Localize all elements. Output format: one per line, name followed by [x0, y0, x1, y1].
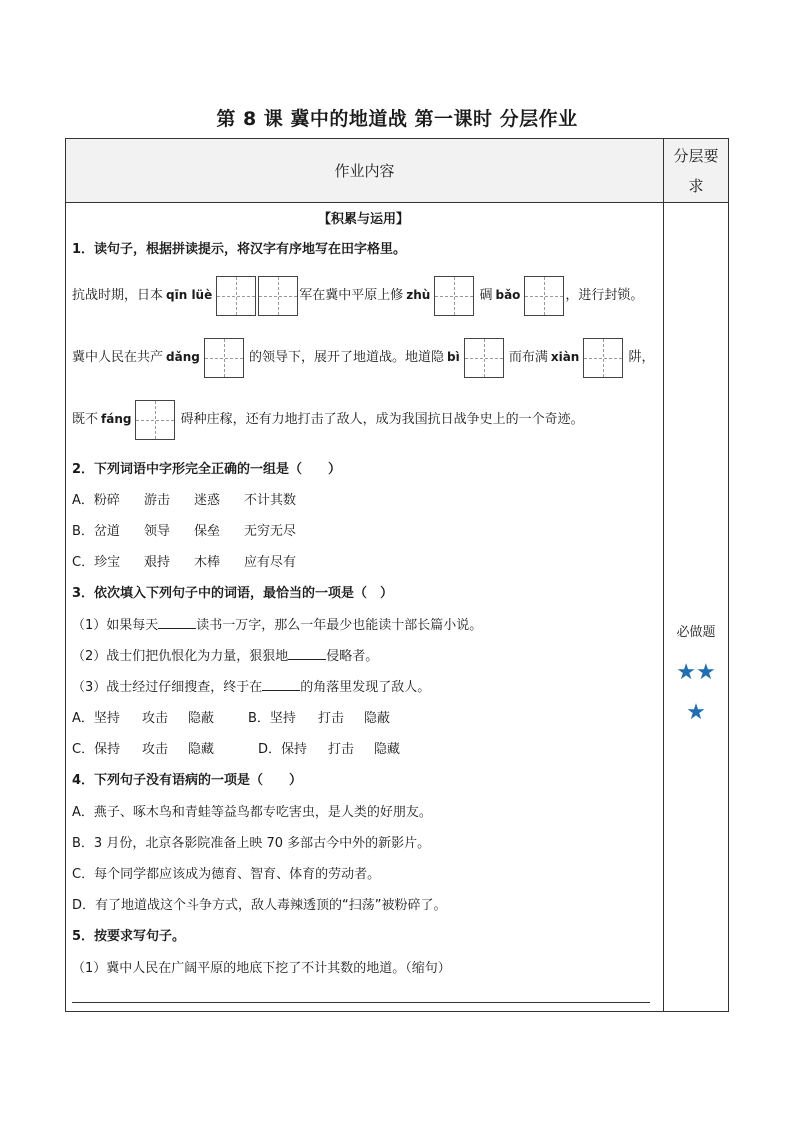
q2-option-b [72, 520, 296, 539]
option-word: 隐藏 [188, 742, 215, 757]
section-heading: 【积累与运用】 [317, 212, 409, 227]
pinyin: zhù [406, 288, 431, 302]
q1-line2 [72, 337, 655, 378]
header-level-line1: 分层要 [673, 147, 719, 165]
q2-option-a [72, 489, 296, 508]
star-icon-row1: ★★ [676, 660, 716, 685]
q3-options-ab [72, 707, 390, 726]
option-word: 无穷无尽 [244, 524, 297, 539]
option-word: 保垒 [194, 524, 221, 539]
q1-text: 碉 [479, 288, 493, 303]
q1-text: 碍种庄稼，还有力地打击了敌人，成为我国抗日战争史上的一个奇迹。 [180, 412, 584, 427]
header-level-line2: 求 [688, 177, 704, 195]
tianzige-box[interactable] [204, 338, 244, 378]
option-word: 迷惑 [194, 493, 221, 508]
q3-title: 3．依次填入下列句子中的词语，最恰当的一项是（ ） [72, 586, 394, 601]
header-content: 作业内容 [66, 139, 663, 202]
q3-text: （1）如果每天 [72, 618, 159, 633]
option-word: 隐蔽 [364, 711, 391, 726]
q3-sentence-2 [72, 645, 378, 664]
option-word: 应有尽有 [244, 555, 297, 570]
q3-text: （2）战士们把仇恨化为力量，狠狠地 [72, 649, 289, 664]
q1-text: 军在冀中平原上修 [299, 288, 404, 303]
fill-blank[interactable] [288, 648, 326, 660]
option-word: 打击 [328, 742, 355, 757]
q3-text: （3）战士经过仔细搜查，终于在 [72, 680, 263, 695]
tianzige-box[interactable] [464, 338, 504, 378]
level-cell [664, 203, 728, 1011]
pinyin: xiàn [550, 350, 580, 364]
q1-line3 [72, 399, 584, 440]
q3-text: 侵略者。 [326, 649, 379, 664]
pinyin: fáng [101, 412, 132, 426]
option-word: 木棒 [194, 555, 221, 570]
tianzige-box[interactable] [583, 338, 623, 378]
star-icon-row2: ★ [686, 700, 706, 725]
q4-option-a: A．燕子、啄木鸟和青蛙等益鸟都专吃害虫，是人类的好朋友。 [72, 805, 432, 820]
option-word: B．岔道 [72, 524, 120, 539]
option-word: 不计其数 [244, 493, 297, 508]
star-rating [664, 653, 728, 733]
answer-line[interactable] [72, 1002, 650, 1003]
q2-title: 2．下列词语中字形完全正确的一组是（ ） [72, 462, 342, 477]
q3-sentence-1 [72, 614, 482, 633]
q3-sentence-3 [72, 676, 430, 695]
fill-blank[interactable] [262, 679, 300, 691]
q1-title: 1．读句子，根据拼读提示，将汉字有序地写在田字格里。 [72, 242, 407, 257]
q4-option-b: B．3 月份，北京各影院准备上映 70 多部古今中外的新影片。 [72, 836, 431, 851]
q5-sentence-1: （1）冀中人民在广阔平原的地底下挖了不计其数的地道。（缩句） [72, 961, 451, 976]
option-word: C．保持 [72, 742, 121, 757]
tianzige-box[interactable] [434, 276, 474, 316]
q1-text: 的领导下，展开了地道战。地道隐 [248, 350, 444, 365]
fill-blank[interactable] [158, 617, 196, 629]
tianzige-box[interactable] [524, 276, 564, 316]
tianzige-box[interactable] [216, 276, 256, 316]
option-word: D．保持 [258, 742, 308, 757]
pinyin: qīn lüè [166, 288, 213, 302]
q4-option-d: D．有了地道战这个斗争方式，敌人毒辣透顶的“扫荡”被粉碎了。 [72, 898, 447, 913]
option-word: 打击 [318, 711, 345, 726]
pinyin: dǎng [166, 350, 200, 364]
option-word: 攻击 [142, 742, 169, 757]
q1-text: 而布满 [508, 350, 548, 365]
q3-text: 读书一万字，那么一年最少也能读十部长篇小说。 [196, 618, 483, 633]
option-word: A．坚持 [72, 711, 120, 726]
option-word: 隐藏 [374, 742, 401, 757]
option-word: 隐蔽 [188, 711, 215, 726]
q1-text: 冀中人民在共产 [72, 350, 164, 365]
header-divider [66, 202, 728, 203]
q5-title: 5．按要求写句子。 [72, 929, 186, 944]
pinyin: bǎo [495, 288, 521, 302]
option-word: 领导 [144, 524, 171, 539]
q1-text: 抗战时期，日本 [72, 288, 164, 303]
q1-text: 阱， [628, 350, 655, 365]
option-word: 艰持 [144, 555, 171, 570]
q1-text: ，进行封锁。 [565, 288, 644, 303]
q2-option-c [72, 551, 296, 570]
tianzige-box[interactable] [258, 276, 298, 316]
q1-line1 [72, 275, 643, 316]
pinyin: bì [447, 350, 460, 364]
q4-title: 4．下列句子没有语病的一项是（ ） [72, 773, 303, 788]
q1-text: 既不 [72, 412, 99, 427]
option-word: 游击 [144, 493, 171, 508]
level-label: 必做题 [676, 625, 716, 640]
tianzige-box[interactable] [135, 400, 175, 440]
q3-text: 的角落里发现了敌人。 [300, 680, 431, 695]
option-word: C．珍宝 [72, 555, 121, 570]
page-title: 第 8 课 冀中的地道战 第一课时 分层作业 [216, 108, 578, 130]
q4-option-c: C．每个同学都应该成为德育、智育、体育的劳动者。 [72, 867, 381, 882]
header-level [664, 139, 728, 202]
option-word: A．粉碎 [72, 493, 120, 508]
option-word: B．坚持 [248, 711, 296, 726]
option-word: 攻击 [142, 711, 169, 726]
q3-options-cd [72, 738, 400, 757]
